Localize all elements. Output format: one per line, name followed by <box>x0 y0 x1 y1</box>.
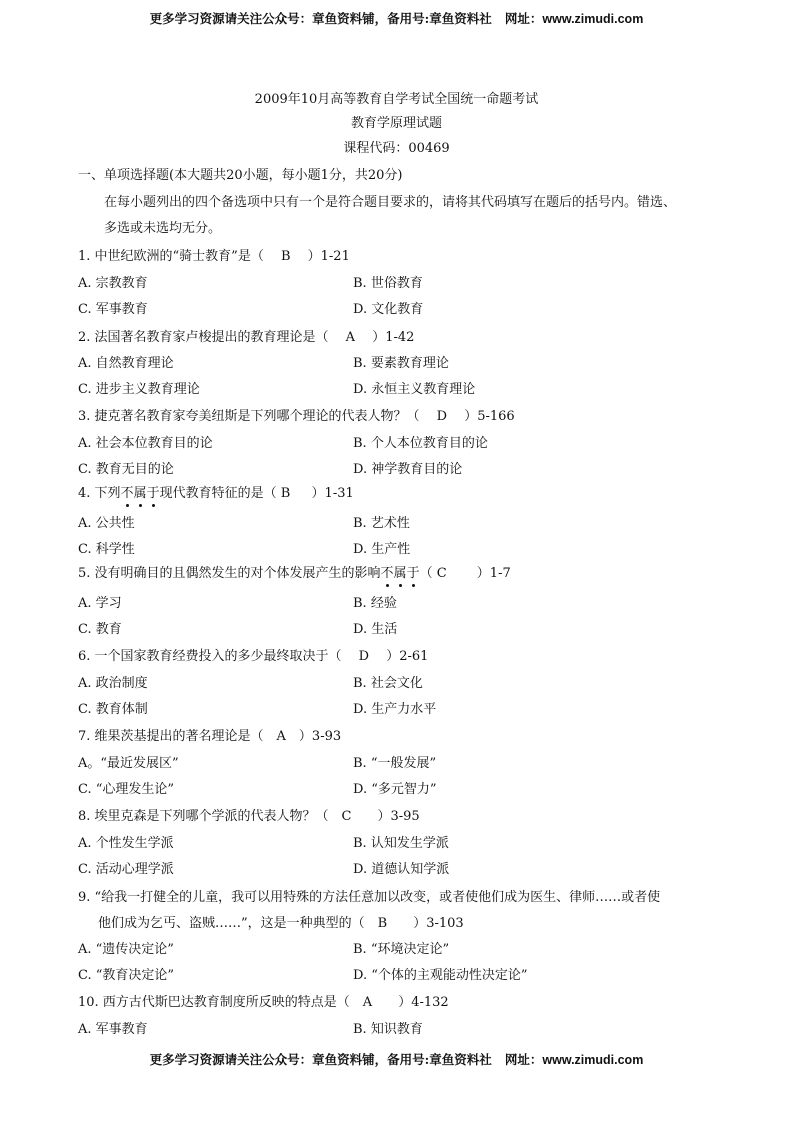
question-2-stem: 2. 法国著名教育家卢梭提出的教育理论是（ A ）1-42 <box>78 330 415 345</box>
footer-site-label: 网址： <box>504 1052 543 1067</box>
question-1-option-c: C. 军事教育 <box>78 302 148 317</box>
question-5-stem-pre: 5. 没有明确目的且偶然发生的对个体发展产生的影响 <box>78 566 381 581</box>
question-4-stem <box>78 482 354 501</box>
question-9-option-d: D. “个体的主观能动性决定论” <box>353 968 528 983</box>
question-9-option-b: B. “环境决定论” <box>353 942 450 957</box>
question-6-option-a: A. 政治制度 <box>78 676 148 691</box>
question-7-option-b: B. “一般发展” <box>353 756 437 771</box>
section-instruction-line2: 多选或未选均无分。 <box>104 221 222 236</box>
question-2-option-c: C. 进步主义教育理论 <box>78 382 200 397</box>
question-2-option-d: D. 永恒主义教育理论 <box>353 382 476 397</box>
header-url-link[interactable]: www.zimudi.com <box>542 12 644 26</box>
question-8-stem: 8. 埃里克森是下列哪个学派的代表人物？（ C ）3-95 <box>78 809 420 824</box>
question-7-option-c: C. “心理发生论” <box>78 782 175 797</box>
question-10-option-a: A. 军事教育 <box>78 1022 148 1037</box>
emphasis-dot-char: 不 <box>121 482 134 501</box>
question-3-option-c: C. 教育无目的论 <box>78 462 174 477</box>
question-5-option-d: D. 生活 <box>353 622 398 637</box>
emphasis-dot-char: 属 <box>134 482 147 501</box>
footer-url-link[interactable]: www.zimudi.com <box>542 1053 644 1067</box>
question-4-option-a: A. 公共性 <box>78 516 135 531</box>
header-site-label: 网址： <box>504 11 543 26</box>
question-3-stem: 3. 捷克著名教育家夸美纽斯是下列哪个理论的代表人物？（ D ）5-166 <box>78 409 515 424</box>
emphasis-dot-char: 不 <box>381 562 394 581</box>
question-9-stem-continued: 他们成为乞丐、盗贼……”，这是一种典型的（ B ）3-103 <box>98 916 464 931</box>
question-9-option-c: C. “教育决定论” <box>78 968 175 983</box>
exam-title: 2009年10月高等教育自学考试全国统一命题考试 <box>254 92 539 107</box>
question-4-stem-pre: 4. 下列 <box>78 486 121 501</box>
header-notice-text: 更多学习资源请关注公众号：章鱼资料铺，备用号:章鱼资料社 <box>149 11 492 26</box>
question-4-emphasis <box>121 486 160 501</box>
question-4-option-c: C. 科学性 <box>78 542 135 557</box>
question-9-option-a: A. “遗传决定论” <box>78 942 174 957</box>
question-6-option-b: B. 社会文化 <box>353 676 423 691</box>
question-8-option-b: B. 认知发生学派 <box>353 836 449 851</box>
question-3-option-b: B. 个人本位教育目的论 <box>353 436 488 451</box>
question-8-option-a: A. 个性发生学派 <box>78 836 174 851</box>
question-8-option-c: C. 活动心理学派 <box>78 862 174 877</box>
question-5-stem <box>78 562 511 581</box>
question-5-stem-post: （ C ）1-7 <box>419 566 511 581</box>
question-5-emphasis <box>381 566 420 581</box>
question-5-option-b: B. 经验 <box>353 596 397 611</box>
question-1-option-b: B. 世俗教育 <box>353 276 423 291</box>
question-4-stem-post: 现代教育特征的是（ B ）1-31 <box>159 486 354 501</box>
header-notice <box>0 9 793 27</box>
exam-subject: 教育学原理试题 <box>350 116 442 131</box>
question-5-option-c: C. 教育 <box>78 622 122 637</box>
question-4-option-d: D. 生产性 <box>353 542 411 557</box>
emphasis-dot-char: 属 <box>394 562 407 581</box>
question-6-option-c: C. 教育体制 <box>78 702 148 717</box>
course-code: 课程代码：00469 <box>343 141 450 156</box>
question-3-option-a: A. 社会本位教育目的论 <box>78 436 213 451</box>
question-3-option-d: D. 神学教育目的论 <box>353 462 463 477</box>
footer-notice-text: 更多学习资源请关注公众号：章鱼资料铺，备用号:章鱼资料社 <box>149 1052 492 1067</box>
question-1-stem: 1. 中世纪欧洲的“骑士教育”是（ B ）1-21 <box>78 249 350 264</box>
emphasis-dot-char: 于 <box>407 562 420 581</box>
footer-notice <box>0 1050 793 1068</box>
question-9-stem: 9. “给我一打健全的儿童，我可以用特殊的方法任意加以改变，或者使他们成为医生、律师……或者使 <box>78 890 661 905</box>
question-10-option-b: B. 知识教育 <box>353 1022 423 1037</box>
question-1-option-a: A. 宗教教育 <box>78 276 148 291</box>
question-1-option-d: D. 文化教育 <box>353 302 424 317</box>
question-7-option-d: D. “多元智力” <box>353 782 437 797</box>
question-2-option-a: A. 自然教育理论 <box>78 356 174 371</box>
section-heading: 一、单项选择题(本大题共20小题，每小题1分，共20分) <box>78 168 403 183</box>
question-6-stem: 6. 一个国家教育经费投入的多少最终取决于（ D ）2-61 <box>78 649 429 664</box>
section-instruction-line1: 在每小题列出的四个备选项中只有一个是符合题目要求的，请将其代码填写在题后的括号内。错选、 <box>104 195 677 210</box>
question-7-option-a: A。“最近发展区” <box>78 756 179 771</box>
question-2-option-b: B. 要素教育理论 <box>353 356 449 371</box>
question-5-option-a: A. 学习 <box>78 596 122 611</box>
question-8-option-d: D. 道德认知学派 <box>353 862 450 877</box>
question-10-stem: 10. 西方古代斯巴达教育制度所反映的特点是（ A ）4-132 <box>78 995 449 1010</box>
question-7-stem: 7. 维果茨基提出的著名理论是（ A ）3-93 <box>78 729 342 744</box>
question-4-option-b: B. 艺术性 <box>353 516 410 531</box>
question-6-option-d: D. 生产力水平 <box>353 702 437 717</box>
emphasis-dot-char: 于 <box>147 482 160 501</box>
